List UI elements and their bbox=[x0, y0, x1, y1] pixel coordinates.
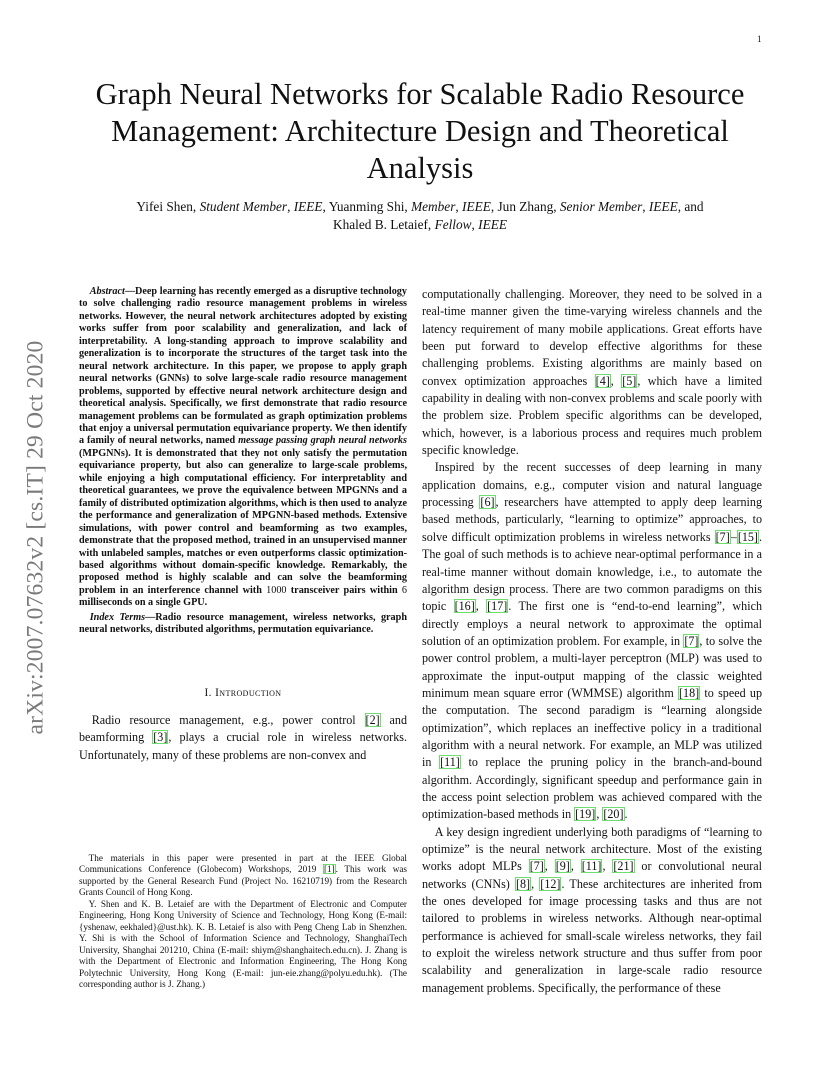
text-run: . This work was supported by the General Research Fund (Project No. 16210719) from the Research Grants Council of Hong Kong. bbox=[79, 864, 407, 898]
text-run: , bbox=[287, 199, 294, 214]
citation-link[interactable]: [21] bbox=[613, 859, 634, 874]
citation-link[interactable]: [7] bbox=[529, 859, 544, 874]
abstract-body bbox=[79, 286, 407, 608]
italic-text: Student Member bbox=[199, 199, 288, 214]
text-run: , bbox=[570, 859, 581, 874]
body-paragraph bbox=[422, 459, 762, 823]
text-run: , plays a crucial role in wireless networks. Unfortunately, many of these problems are non-convex and bbox=[79, 730, 407, 762]
section-heading-introduction bbox=[79, 685, 407, 702]
citation-link[interactable]: [8] bbox=[515, 876, 531, 891]
citation-link[interactable]: [19] bbox=[575, 807, 596, 822]
citation-link[interactable]: [16] bbox=[454, 599, 475, 614]
footnote-2 bbox=[79, 899, 407, 991]
text-run: or convolutional neural networks (CNNs) bbox=[422, 859, 763, 891]
citation-link[interactable]: [3] bbox=[153, 730, 168, 745]
text-run: The materials in this paper were presented in part at the IEEE Global Communications Conference (Globecom) Workshops, 2019 bbox=[79, 853, 407, 875]
footnotes bbox=[79, 853, 407, 990]
section-number: I. bbox=[204, 686, 216, 699]
text-run: . The goal of such methods is to achieve near-optimal performance in a real-time manner without domain knowledge, i.e., to automate the algorithm design process. There are two common paradigms on this topic bbox=[422, 529, 762, 614]
citation-link[interactable]: [2] bbox=[365, 713, 380, 728]
footnote-1 bbox=[79, 853, 407, 899]
body-paragraph bbox=[422, 286, 762, 459]
italic-text: message passing graph neural networks bbox=[238, 435, 407, 447]
text-run: , bbox=[602, 859, 613, 874]
math-number: 6 bbox=[401, 584, 407, 596]
text-run: , Yuanming Shi, bbox=[322, 199, 412, 214]
italic-text: Senior Member bbox=[559, 199, 643, 214]
text-run: Yifei Shen, bbox=[136, 199, 200, 214]
text-run: to replace the pruning policy in the branch-and-bound algorithm. Accordingly, significant speedup and performance gain in the access point selection problem was achieved compared with the optimization-based methods in bbox=[422, 755, 762, 822]
text-run: , Jun Zhang, bbox=[490, 199, 560, 214]
text-run: Khaled B. Letaief, bbox=[333, 217, 435, 232]
citation-link[interactable]: [20] bbox=[603, 807, 624, 822]
text-run: —Deep learning has recently emerged as a disruptive technology to solve challenging radio resource management problems in wireless networks. However, the neural network architectures adopted by existing works suffer from poor scalability and generalization, and lack of interpretability. A long-standing approach to improve scalability and generalization is to incorporate the structures of the target task into the neural network architecture. In this paper, we propose to apply graph neural networks (GNNs) to solve large-scale radio resource management problems, supported by effective neural network architecture design and theoretical analysis. Specifically, we first demonstrate that radio resource management problems can be formulated as graph optimization problems that enjoy a universal permutation equivariance property. We then identify a family of neural networks, named bbox=[79, 286, 407, 447]
text-run: (MPGNNs). It is demonstrated that they not only satisfy the permutation equivariance property, but also can generalize to large-scale problems, while enjoying a high computational efficiency. For interpretablity and theoretical guarantees, we prove the equivalence between MPGNNs and a family of distributed optimization algorithms, which is then used to analyze the performance and generalization of MPGNN-based methods. Extensive simulations, with power control and beamforming as two examples, demonstrate that the proposed method, trained in an unsupervised manner with unlabeled samples, matches or even outperforms classic optimization-based algorithms without domain-specific knowledge. Remarkably, the proposed method is highly scalable and can solve the beamforming problem in an interference channel with bbox=[79, 447, 407, 596]
citation-link[interactable]: [18] bbox=[679, 685, 700, 700]
text-run: . bbox=[624, 807, 628, 822]
italic-text: IEEE bbox=[648, 199, 678, 214]
text-run: , researchers have attempted to apply deep learning based methods, particularly, “learning to optimize” approaches, to solve difficult optimization problems in wireless networks bbox=[422, 495, 763, 544]
text-run: Y. Shen and K. B. Letaief are with the Department of Electronic and Computer Engineering, Hong Kong University of Science and Technology, Hong Kong (E-mail: {yshenaw, eekhaled}@ust.hk). K. B. Letaief is also with Peng Cheng Lab in Shenzhen. Y. Shi is with the School of Information Science and Technology, ShanghaiTech University, Shanghai 201210, China (E-mail: shiym@shanghaitech.edu.cn). J. Zhang is with the Department of Electronic and Information Engineering, The Hong Kong Polytechnic University, Hong Kong (E-mail: jun-eie.zhang@polyu.edu.hk). (The corresponding author is J. Zhang.) bbox=[79, 898, 407, 989]
section-name: Introduction bbox=[215, 686, 282, 699]
abstract bbox=[79, 286, 407, 610]
text-run: , to solve the power control problem, a multi-layer perceptron (MLP) was used to approximate the input-output mapping of the classic weighted minimum mean square error (WMMSE) algorithm bbox=[422, 633, 762, 700]
index-terms bbox=[79, 612, 407, 637]
text-run: to speed up the computation. The second paradigm is “learning alongside optimization”, which replaces an ineffective policy in a traditional algorithm with a neural network. For example, an MLP was utilized in bbox=[422, 685, 762, 770]
abstract-lead: Abstract bbox=[89, 286, 125, 297]
paper-title: Graph Neural Networks for Scalable Radio Resource Management: Architecture Design and Theoretical Analysis bbox=[95, 77, 745, 185]
intro-left-paragraph bbox=[79, 712, 407, 764]
right-column bbox=[422, 286, 762, 997]
text-run: , bbox=[475, 599, 487, 614]
text-run: , bbox=[596, 807, 603, 822]
text-run: , bbox=[544, 859, 555, 874]
math-number: 1000 bbox=[266, 584, 287, 596]
citation-link[interactable]: [17] bbox=[487, 599, 508, 614]
author-list bbox=[70, 198, 770, 234]
text-run: , and bbox=[677, 199, 704, 214]
text-run: . These architectures are inherited from the ones developed for image processing tasks and thus are not tailored to problems in wireless networks. Although near-optimal performance is achieved for small-scale wireless networks, they fail to exploit the wireless network structure and thus suffer from poor scalability and generalization in large-scale radio resource management problems. Specifically, the performance of these bbox=[422, 876, 763, 995]
citation-link[interactable]: [1] bbox=[323, 864, 335, 875]
italic-text: Fellow bbox=[434, 217, 472, 232]
citation-link[interactable]: [5] bbox=[622, 373, 637, 388]
text-run: Radio resource management, e.g., power control bbox=[91, 713, 365, 728]
text-run: milliseconds on a single GPU. bbox=[79, 597, 208, 609]
text-run: , which have a limited capability in dealing with non-convex problems and scale poorly with the problem size. Problem specific algorithms can be developed, which, however, is a laborious process and requires much problem specific knowledge. bbox=[422, 373, 762, 458]
text-run: computationally challenging. Moreover, they need to be solved in a real-time manner given the time-varying wireless channels and the latency requirement of many mobile applications. Great efforts have been put forward to develop effective algorithms for these challenging problems. Existing algorithms are mainly based on convex optimization approaches bbox=[422, 287, 762, 388]
italic-text: IEEE bbox=[293, 199, 323, 214]
text-run: transceiver pairs within bbox=[286, 584, 402, 596]
citation-link[interactable]: [11] bbox=[440, 755, 460, 770]
author-line-2 bbox=[70, 216, 770, 234]
text-run: , bbox=[531, 876, 540, 891]
italic-text: Member bbox=[411, 199, 456, 214]
page-number: 1 bbox=[757, 34, 762, 44]
citation-link[interactable]: [9] bbox=[555, 859, 570, 874]
author-line-1 bbox=[70, 198, 770, 216]
citation-link[interactable]: [6] bbox=[480, 495, 495, 510]
citation-link[interactable]: [11] bbox=[581, 859, 602, 874]
body-paragraph bbox=[422, 824, 762, 997]
citation-link[interactable]: [12] bbox=[540, 876, 561, 891]
index-terms-lead: Index Terms bbox=[89, 611, 146, 623]
left-column bbox=[79, 286, 407, 764]
text-run: . The first one is “end-to-end learning”, which directly employs a neural network to approximate the optimal solution of an optimization problem. For example, in bbox=[422, 599, 762, 648]
text-run: , bbox=[642, 199, 649, 214]
arxiv-stamp bbox=[18, 302, 54, 772]
text-run: A key design ingredient underlying both paradigms of “learning to optimize” is the neural network architecture. Most of the existing works adopt MLPs bbox=[422, 824, 762, 874]
text-run: , bbox=[610, 373, 622, 388]
text-run: Inspired by the recent successes of deep learning in many application domains, e.g., computer vision and natural language processing bbox=[422, 460, 762, 510]
index-terms-text: —Radio resource management, wireless networks, graph neural networks, distributed algorithms, permutation equivariance. bbox=[79, 611, 407, 636]
citation-link[interactable]: [4] bbox=[595, 373, 610, 388]
citation-link[interactable]: [15] bbox=[737, 529, 758, 544]
text-run: , bbox=[455, 199, 463, 214]
text-run: and beamforming bbox=[79, 713, 407, 745]
italic-text: IEEE bbox=[478, 217, 507, 232]
citation-link[interactable]: [7] bbox=[715, 529, 730, 544]
italic-text: IEEE bbox=[462, 199, 491, 214]
arxiv-stamp-text: arXiv:2007.07632v2 [cs.IT] 29 Oct 2020 bbox=[22, 340, 49, 734]
text-run: – bbox=[730, 529, 737, 544]
text-run: , bbox=[471, 217, 479, 232]
citation-link[interactable]: [7] bbox=[684, 633, 699, 648]
